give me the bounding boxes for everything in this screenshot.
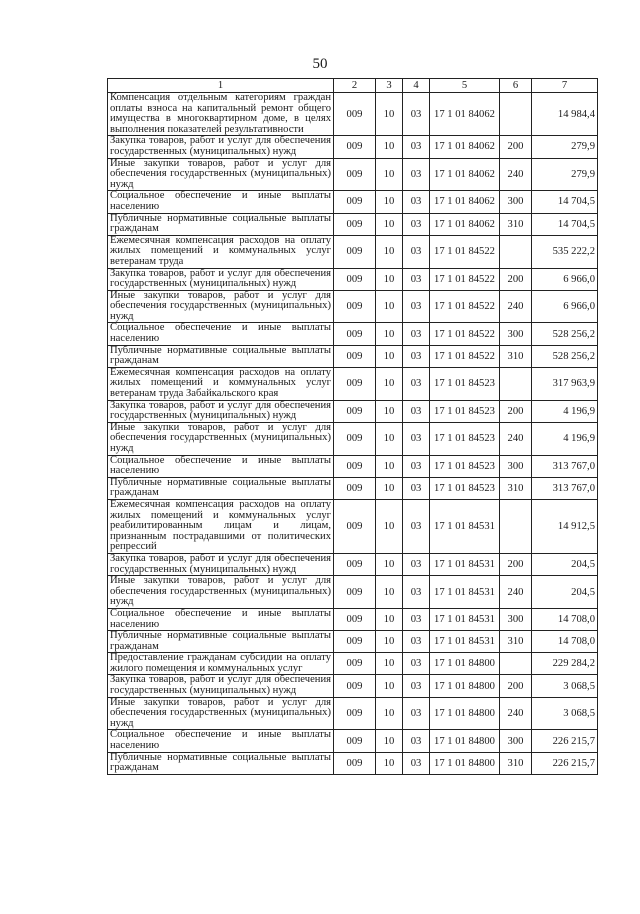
table-row: [108, 553, 598, 575]
section-code: 10: [376, 367, 403, 400]
expense-type-code: 300: [500, 323, 532, 345]
target-article-code: 17 1 01 84800: [430, 752, 500, 774]
amount: 4 196,9: [532, 422, 598, 455]
target-article-code: 17 1 01 84062: [430, 93, 500, 136]
ministry-code: 009: [334, 455, 376, 477]
table-body: [108, 93, 598, 775]
table-row: [108, 576, 598, 609]
item-name: Иные закупки товаров, работ и услуг для обеспечения государственных (муниципальных) нужд: [108, 697, 334, 730]
ministry-code: 009: [334, 675, 376, 697]
table-row: [108, 400, 598, 422]
amount: 6 966,0: [532, 268, 598, 290]
ministry-code: 009: [334, 367, 376, 400]
subsection-code: 03: [403, 93, 430, 136]
target-article-code: 17 1 01 84800: [430, 730, 500, 752]
section-code: 10: [376, 553, 403, 575]
expense-type-code: 310: [500, 752, 532, 774]
ministry-code: 009: [334, 93, 376, 136]
amount: 279,9: [532, 136, 598, 158]
amount: 14 704,5: [532, 191, 598, 213]
item-name: Ежемесячная компенсация расходов на оплату жилых помещений и коммунальных услуг ветеранам труда: [108, 235, 334, 268]
subsection-code: 03: [403, 290, 430, 323]
amount: 226 215,7: [532, 730, 598, 752]
target-article-code: 17 1 01 84523: [430, 422, 500, 455]
item-name: Публичные нормативные социальные выплаты гражданам: [108, 213, 334, 235]
target-article-code: 17 1 01 84522: [430, 345, 500, 367]
target-article-code: 17 1 01 84800: [430, 653, 500, 675]
target-article-code: 17 1 01 84522: [430, 235, 500, 268]
item-name: Публичные нормативные социальные выплаты гражданам: [108, 752, 334, 774]
section-code: 10: [376, 455, 403, 477]
amount: 14 708,0: [532, 608, 598, 630]
subsection-code: 03: [403, 608, 430, 630]
table-row: [108, 367, 598, 400]
item-name: Закупка товаров, работ и услуг для обеспечения государственных (муниципальных) нужд: [108, 553, 334, 575]
item-name: Социальное обеспечение и иные выплаты населению: [108, 455, 334, 477]
ministry-code: 009: [334, 323, 376, 345]
ministry-code: 009: [334, 268, 376, 290]
section-code: 10: [376, 213, 403, 235]
amount: 14 984,4: [532, 93, 598, 136]
table-row: [108, 323, 598, 345]
target-article-code: 17 1 01 84522: [430, 290, 500, 323]
table-row: [108, 422, 598, 455]
expense-type-code: 300: [500, 455, 532, 477]
section-code: 10: [376, 422, 403, 455]
section-code: 10: [376, 191, 403, 213]
amount: 204,5: [532, 576, 598, 609]
ministry-code: 009: [334, 345, 376, 367]
expense-type-code: 310: [500, 213, 532, 235]
table-row: [108, 93, 598, 136]
amount: 3 068,5: [532, 697, 598, 730]
item-name: Публичные нормативные социальные выплаты гражданам: [108, 477, 334, 499]
ministry-code: 009: [334, 213, 376, 235]
section-code: 10: [376, 675, 403, 697]
ministry-code: 009: [334, 697, 376, 730]
section-code: 10: [376, 653, 403, 675]
expense-type-code: 200: [500, 268, 532, 290]
ministry-code: 009: [334, 499, 376, 553]
subsection-code: 03: [403, 400, 430, 422]
section-code: 10: [376, 752, 403, 774]
header-col-1: 1: [108, 79, 334, 93]
item-name: Иные закупки товаров, работ и услуг для обеспечения государственных (муниципальных) нужд: [108, 422, 334, 455]
amount: 14 708,0: [532, 631, 598, 653]
item-name: Закупка товаров, работ и услуг для обеспечения государственных (муниципальных) нужд: [108, 136, 334, 158]
item-name: Социальное обеспечение и иные выплаты населению: [108, 730, 334, 752]
section-code: 10: [376, 730, 403, 752]
subsection-code: 03: [403, 323, 430, 345]
section-code: 10: [376, 499, 403, 553]
expense-type-code: 310: [500, 477, 532, 499]
item-name: Закупка товаров, работ и услуг для обеспечения государственных (муниципальных) нужд: [108, 675, 334, 697]
ministry-code: 009: [334, 290, 376, 323]
section-code: 10: [376, 608, 403, 630]
section-code: 10: [376, 345, 403, 367]
target-article-code: 17 1 01 84523: [430, 477, 500, 499]
target-article-code: 17 1 01 84522: [430, 268, 500, 290]
amount: 6 966,0: [532, 290, 598, 323]
section-code: 10: [376, 400, 403, 422]
item-name: Иные закупки товаров, работ и услуг для обеспечения государственных (муниципальных) нужд: [108, 576, 334, 609]
amount: 535 222,2: [532, 235, 598, 268]
amount: 3 068,5: [532, 675, 598, 697]
ministry-code: 009: [334, 477, 376, 499]
item-name: Ежемесячная компенсация расходов на оплату жилых помещений и коммунальных услуг ветеранам труда Забайкальского края: [108, 367, 334, 400]
expense-type-code: [500, 235, 532, 268]
table-row: [108, 697, 598, 730]
item-name: Социальное обеспечение и иные выплаты населению: [108, 608, 334, 630]
expense-type-code: 240: [500, 697, 532, 730]
ministry-code: 009: [334, 136, 376, 158]
table-row: [108, 345, 598, 367]
target-article-code: 17 1 01 84531: [430, 576, 500, 609]
ministry-code: 009: [334, 553, 376, 575]
section-code: 10: [376, 477, 403, 499]
amount: 528 256,2: [532, 345, 598, 367]
subsection-code: 03: [403, 553, 430, 575]
table-row: [108, 631, 598, 653]
expense-type-code: 200: [500, 675, 532, 697]
subsection-code: 03: [403, 367, 430, 400]
table-row: [108, 499, 598, 553]
expense-type-code: 300: [500, 730, 532, 752]
amount: 14 912,5: [532, 499, 598, 553]
item-name: Иные закупки товаров, работ и услуг для обеспечения государственных (муниципальных) нужд: [108, 290, 334, 323]
item-name: Предоставление гражданам субсидии на оплату жилого помещения и коммунальных услуг: [108, 653, 334, 675]
target-article-code: 17 1 01 84531: [430, 499, 500, 553]
expense-type-code: 200: [500, 553, 532, 575]
section-code: 10: [376, 268, 403, 290]
ministry-code: 009: [334, 400, 376, 422]
subsection-code: 03: [403, 477, 430, 499]
amount: 14 704,5: [532, 213, 598, 235]
expense-type-code: 240: [500, 422, 532, 455]
header-col-5: 5: [430, 79, 500, 93]
expense-type-code: 240: [500, 290, 532, 323]
header-row: [108, 79, 598, 93]
header-col-2: 2: [334, 79, 376, 93]
table-row: [108, 268, 598, 290]
target-article-code: 17 1 01 84062: [430, 191, 500, 213]
table-row: [108, 608, 598, 630]
target-article-code: 17 1 01 84062: [430, 158, 500, 191]
section-code: 10: [376, 136, 403, 158]
expense-type-code: 200: [500, 400, 532, 422]
subsection-code: 03: [403, 213, 430, 235]
table-row: [108, 136, 598, 158]
section-code: 10: [376, 158, 403, 191]
target-article-code: 17 1 01 84800: [430, 675, 500, 697]
amount: 317 963,9: [532, 367, 598, 400]
subsection-code: 03: [403, 653, 430, 675]
budget-table: [107, 78, 598, 775]
page-number: 50: [312, 56, 328, 72]
table-row: [108, 653, 598, 675]
subsection-code: 03: [403, 730, 430, 752]
section-code: 10: [376, 631, 403, 653]
expense-type-code: 240: [500, 158, 532, 191]
ministry-code: 009: [334, 730, 376, 752]
expense-type-code: [500, 367, 532, 400]
item-name: Ежемесячная компенсация расходов на оплату жилых помещений и коммунальных услуг реабилитированным лицам и лицам, признанным пострадавшими от политических репрессий: [108, 499, 334, 553]
expense-type-code: [500, 499, 532, 553]
subsection-code: 03: [403, 345, 430, 367]
subsection-code: 03: [403, 136, 430, 158]
ministry-code: 009: [334, 752, 376, 774]
item-name: Социальное обеспечение и иные выплаты населению: [108, 323, 334, 345]
subsection-code: 03: [403, 191, 430, 213]
item-name: Компенсация отдельным категориям граждан оплаты взноса на капитальный ремонт общего имущества в многоквартирном доме, в целях выполнения показателей результативности: [108, 93, 334, 136]
item-name: Публичные нормативные социальные выплаты гражданам: [108, 631, 334, 653]
expense-type-code: [500, 653, 532, 675]
target-article-code: 17 1 01 84523: [430, 367, 500, 400]
target-article-code: 17 1 01 84522: [430, 323, 500, 345]
item-name: Социальное обеспечение и иные выплаты населению: [108, 191, 334, 213]
subsection-code: 03: [403, 422, 430, 455]
ministry-code: 009: [334, 235, 376, 268]
subsection-code: 03: [403, 697, 430, 730]
subsection-code: 03: [403, 752, 430, 774]
target-article-code: 17 1 01 84062: [430, 213, 500, 235]
target-article-code: 17 1 01 84531: [430, 553, 500, 575]
table-row: [108, 290, 598, 323]
amount: 4 196,9: [532, 400, 598, 422]
section-code: 10: [376, 290, 403, 323]
item-name: Закупка товаров, работ и услуг для обеспечения государственных (муниципальных) нужд: [108, 268, 334, 290]
subsection-code: 03: [403, 675, 430, 697]
table-row: [108, 235, 598, 268]
header-col-4: 4: [403, 79, 430, 93]
ministry-code: 009: [334, 158, 376, 191]
table-row: [108, 477, 598, 499]
item-name: Иные закупки товаров, работ и услуг для обеспечения государственных (муниципальных) нужд: [108, 158, 334, 191]
header-col-7: 7: [532, 79, 598, 93]
target-article-code: 17 1 01 84800: [430, 697, 500, 730]
expense-type-code: [500, 93, 532, 136]
amount: 313 767,0: [532, 455, 598, 477]
ministry-code: 009: [334, 576, 376, 609]
amount: 204,5: [532, 553, 598, 575]
expense-type-code: 240: [500, 576, 532, 609]
item-name: Публичные нормативные социальные выплаты гражданам: [108, 345, 334, 367]
section-code: 10: [376, 235, 403, 268]
section-code: 10: [376, 576, 403, 609]
subsection-code: 03: [403, 235, 430, 268]
target-article-code: 17 1 01 84523: [430, 455, 500, 477]
amount: 313 767,0: [532, 477, 598, 499]
ministry-code: 009: [334, 653, 376, 675]
table-row: [108, 158, 598, 191]
table-row: [108, 752, 598, 774]
expense-type-code: 200: [500, 136, 532, 158]
target-article-code: 17 1 01 84523: [430, 400, 500, 422]
section-code: 10: [376, 93, 403, 136]
section-code: 10: [376, 697, 403, 730]
item-name: Закупка товаров, работ и услуг для обеспечения государственных (муниципальных) нужд: [108, 400, 334, 422]
ministry-code: 009: [334, 631, 376, 653]
amount: 279,9: [532, 158, 598, 191]
subsection-code: 03: [403, 631, 430, 653]
expense-type-code: 310: [500, 345, 532, 367]
expense-type-code: 310: [500, 631, 532, 653]
table-header: [108, 79, 598, 93]
table-row: [108, 213, 598, 235]
target-article-code: 17 1 01 84062: [430, 136, 500, 158]
subsection-code: 03: [403, 158, 430, 191]
subsection-code: 03: [403, 455, 430, 477]
header-col-3: 3: [376, 79, 403, 93]
table-row: [108, 675, 598, 697]
section-code: 10: [376, 323, 403, 345]
table-row: [108, 191, 598, 213]
target-article-code: 17 1 01 84531: [430, 631, 500, 653]
amount: 229 284,2: [532, 653, 598, 675]
amount: 226 215,7: [532, 752, 598, 774]
expense-type-code: 300: [500, 191, 532, 213]
subsection-code: 03: [403, 499, 430, 553]
amount: 528 256,2: [532, 323, 598, 345]
target-article-code: 17 1 01 84531: [430, 608, 500, 630]
ministry-code: 009: [334, 422, 376, 455]
ministry-code: 009: [334, 191, 376, 213]
table-row: [108, 455, 598, 477]
table-row: [108, 730, 598, 752]
header-col-6: 6: [500, 79, 532, 93]
subsection-code: 03: [403, 268, 430, 290]
ministry-code: 009: [334, 608, 376, 630]
expense-type-code: 300: [500, 608, 532, 630]
subsection-code: 03: [403, 576, 430, 609]
